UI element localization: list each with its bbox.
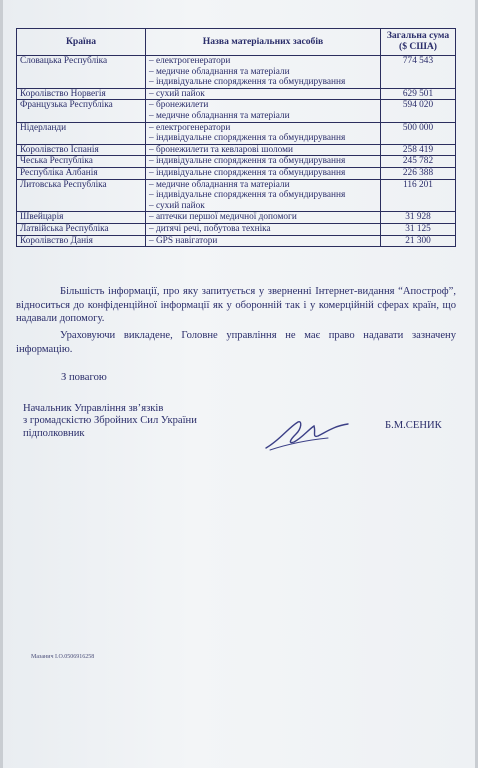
sum-value: 500 000: [402, 122, 434, 133]
item-line: – аптечки першої медичної допомоги: [149, 212, 297, 223]
country-cell: Чеська Республіка: [17, 156, 146, 168]
item-line: – медичне обладнання та матеріали: [149, 110, 290, 121]
sum-cell: [381, 223, 456, 235]
country-cell: Королівство Данія: [17, 235, 146, 247]
sum-cell: [381, 212, 456, 224]
sum-value: 245 782: [402, 156, 434, 167]
sum-cell: [381, 179, 456, 212]
table-body: [17, 56, 456, 247]
closing-regards: З повагою: [61, 372, 107, 383]
sum-value: 31 928: [405, 212, 431, 223]
signer-name: Б.М.СЕНИК: [385, 420, 442, 431]
sum-cell: [381, 167, 456, 179]
sum-value: 594 020: [402, 100, 434, 111]
item-line: – бронежилети: [149, 100, 209, 111]
table-row: [17, 144, 456, 156]
handwritten-signature: [258, 410, 353, 460]
country-cell: Литовська Республіка: [17, 179, 146, 212]
table-row: [17, 122, 456, 144]
item-line: – індивідуальне спорядження та обмундирування: [149, 190, 346, 201]
table-row: [17, 156, 456, 168]
paragraph-conclusion: [16, 329, 456, 356]
item-line: – індивідуальне спорядження та обмундирування: [149, 133, 346, 144]
table-row: [17, 100, 456, 122]
items-cell: [146, 144, 381, 156]
items-cell: [146, 223, 381, 235]
sum-value: 774 543: [402, 56, 434, 66]
items-cell: [146, 100, 381, 122]
item-line: – бронежилети та кевларові шоломи: [149, 144, 293, 155]
table-row: [17, 223, 456, 235]
signer-title-2: з громадскістю Збройних Сил України: [23, 415, 197, 427]
sum-value: 629 501: [402, 88, 434, 99]
signer-rank: підполковник: [23, 427, 85, 439]
table-row: [17, 212, 456, 224]
country-cell: Республіка Албанія: [17, 167, 146, 179]
items-cell: [146, 235, 381, 247]
country-cell: Французька Республіка: [17, 100, 146, 122]
item-line: – дитячі речі, побутова техніка: [149, 223, 271, 234]
table-header-row: [17, 29, 456, 56]
sum-cell: [381, 235, 456, 247]
items-cell: [146, 156, 381, 168]
sum-cell: [381, 156, 456, 168]
country-cell: Королівство Іспанія: [17, 144, 146, 156]
sum-cell: [381, 88, 456, 100]
table-row: [17, 235, 456, 247]
country-cell: Нідерланди: [17, 122, 146, 144]
paragraph-confidential: [16, 285, 456, 326]
sum-cell: [381, 100, 456, 122]
sum-value: 116 201: [403, 179, 433, 190]
paragraph-conclusion-text: Ураховуючи викладене, Головне управління не має право надавати зазначену інформацію.: [16, 330, 456, 355]
country-cell: Латвійська Республіка: [17, 223, 146, 235]
item-line: – індивідуальне спорядження та обмундирування: [149, 77, 346, 88]
items-cell: [146, 56, 381, 89]
items-cell: [146, 167, 381, 179]
aid-table: [16, 28, 456, 247]
signer-block: [23, 403, 197, 440]
item-line: – індивідуальне спорядження та обмундирування: [149, 167, 346, 178]
document-page: [3, 0, 475, 768]
table-row: [17, 56, 456, 89]
country-cell: Швейцарія: [17, 212, 146, 224]
sum-value: 31 125: [405, 223, 431, 234]
country-cell: Королівство Норвегія: [17, 88, 146, 100]
item-line: – сухий пайок: [149, 88, 205, 99]
paragraph-confidential-text: Більшість інформації, про яку запитується у зверненні Інтернет-видання “Апостроф”, відноситься до конфіденційної інформації як у оборонній так і у комерційній сферах країн, що надавали допомогу.: [16, 286, 456, 325]
table-row: [17, 167, 456, 179]
item-line: – медичне обладнання та матеріали: [149, 66, 290, 77]
header-country: Країна: [17, 29, 146, 56]
sum-value: 226 388: [402, 167, 434, 178]
item-line: – медичне обладнання та матеріали: [149, 179, 290, 190]
items-cell: [146, 212, 381, 224]
table-row: [17, 88, 456, 100]
item-line: – сухий пайок: [149, 200, 205, 211]
sum-cell: [381, 144, 456, 156]
item-line: – індивідуальне спорядження та обмундирування: [149, 156, 346, 167]
header-sum: Загальна сума ($ США): [381, 29, 456, 56]
footer-contact: Мазанич І.О.0506916258: [31, 654, 95, 660]
table-row: [17, 179, 456, 212]
signer-title-1: Начальник Управління зв’язків: [23, 403, 164, 414]
sum-cell: [381, 56, 456, 89]
item-line: – GPS навігатори: [149, 235, 218, 246]
sum-cell: [381, 122, 456, 144]
header-items: Назва матеріальних засобів: [146, 29, 381, 56]
items-cell: [146, 88, 381, 100]
item-line: – електрогенератори: [149, 56, 231, 66]
sum-value: 258 419: [402, 144, 434, 155]
items-cell: [146, 179, 381, 212]
country-cell: Словацька Республіка: [17, 56, 146, 89]
item-line: – електрогенератори: [149, 122, 231, 133]
items-cell: [146, 122, 381, 144]
sum-value: 21 300: [405, 235, 431, 246]
